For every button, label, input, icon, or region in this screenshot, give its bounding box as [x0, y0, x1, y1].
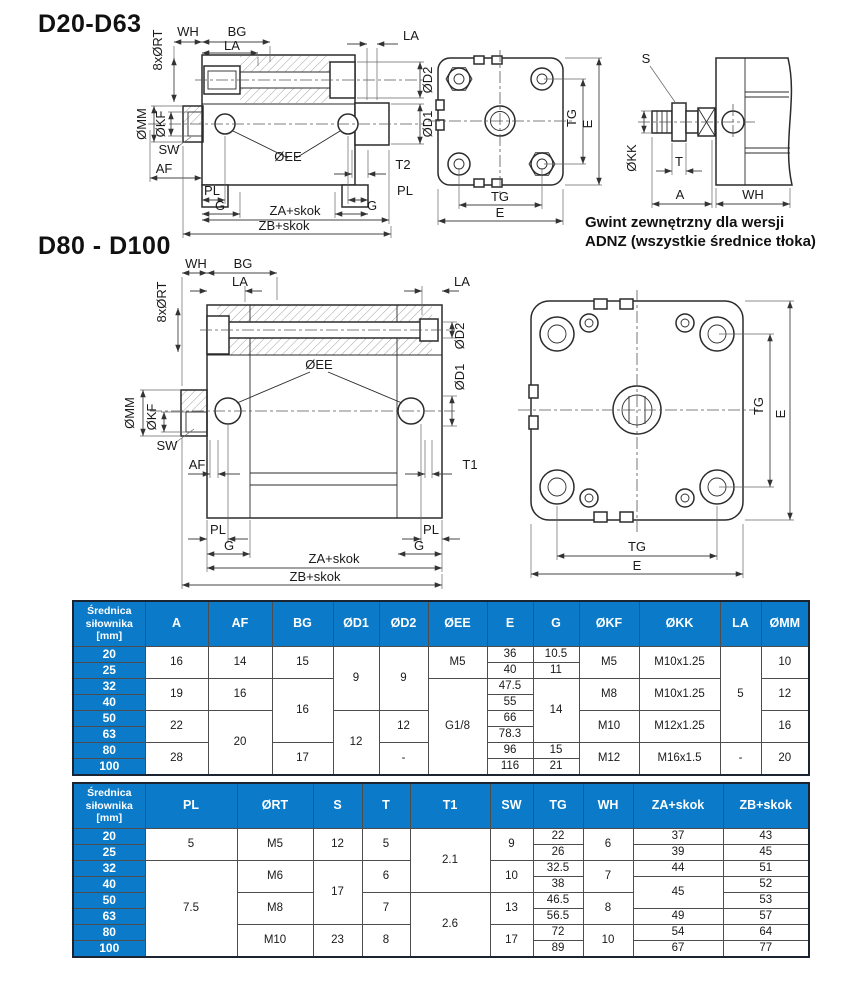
dim-d1-d80: [442, 364, 467, 426]
dim-label-za: ZA+skok: [308, 551, 360, 566]
cell: 46.5: [533, 893, 583, 909]
dim-tg-bottom-d80: [557, 506, 717, 560]
col-header-bg: BG: [272, 601, 333, 647]
dim-label-d2: ØD2: [452, 322, 467, 350]
cell: 16: [208, 679, 272, 711]
cell: 56.5: [533, 909, 583, 925]
dim-label-pl: PL: [204, 183, 220, 198]
cell: M12x1.25: [639, 711, 720, 743]
cell: 10: [490, 861, 533, 893]
dim-label-d2: ØD2: [420, 66, 435, 94]
col-header-sw: SW: [490, 783, 533, 829]
row-header: 80: [73, 743, 145, 759]
cell: M6: [237, 861, 313, 893]
cell: 77: [723, 941, 809, 958]
dim-label-t2: T2: [395, 157, 411, 172]
cell: 12: [333, 711, 379, 776]
dim-wh-d80: [182, 256, 207, 386]
dim-label-af: AF: [188, 457, 206, 472]
cell: M10x1.25: [639, 679, 720, 711]
col-header-za: ZA+skok: [633, 783, 723, 829]
adnz-caption-line1: Gwint zewnętrzny dla wersji: [585, 214, 785, 231]
cell: 7.5: [145, 861, 237, 958]
cell: 15: [533, 743, 579, 759]
dim-kf-d80: [144, 404, 186, 432]
dim-sw-d80: [157, 429, 194, 453]
table2-header-row: [73, 783, 809, 829]
cell: 5: [362, 829, 410, 861]
col-header-pl: PL: [145, 783, 237, 829]
cell: 2.1: [410, 829, 490, 893]
row-header: 40: [73, 877, 145, 893]
cell: 38: [533, 877, 583, 893]
cell: 78.3: [487, 727, 533, 743]
table1-row-32: [73, 679, 809, 695]
dim-label-mm: ØMM: [122, 397, 137, 429]
dim-zb-d80: [182, 438, 442, 589]
dim-label-la: LA: [224, 38, 240, 53]
dim-af-d80: [188, 440, 240, 478]
cell: 9: [490, 829, 533, 861]
table2-row-20: [73, 829, 809, 845]
col-header-la: LA: [720, 601, 761, 647]
cell: 10.5: [533, 647, 579, 663]
cell: 53: [723, 893, 809, 909]
dim-za-d80: [207, 520, 442, 572]
cell: 22: [145, 711, 208, 743]
cell: 9: [379, 647, 428, 711]
dim-tg-right-d80: [719, 334, 774, 487]
dim-pl-right-d80: [402, 424, 460, 543]
dim-d2-d80: [442, 322, 467, 349]
dim-label-zb: ZB+skok: [289, 569, 341, 584]
col-header-kf: ØKF: [579, 601, 639, 647]
cell: 72: [533, 925, 583, 941]
dim-label-8xort: 8xØRT: [150, 29, 165, 71]
col-header-t: T: [362, 783, 410, 829]
cell: M8: [579, 679, 639, 711]
dim-la-right: [347, 28, 419, 100]
col-header-d1: ØD1: [333, 601, 379, 647]
col-header-mm: ØMM: [761, 601, 809, 647]
dim-label-sw: SW: [156, 438, 178, 453]
cell: 6: [583, 829, 633, 861]
dim-label-af: AF: [155, 161, 173, 176]
cell: 7: [583, 861, 633, 893]
cell: -: [379, 743, 428, 776]
cell: 20: [761, 743, 809, 776]
dim-label-kf: ØKF: [153, 110, 168, 138]
table1-row-20: [73, 647, 809, 663]
cell: M10: [237, 925, 313, 958]
dim-label-a: A: [675, 187, 685, 202]
dim-label-e: E: [773, 409, 788, 419]
cell: 21: [533, 759, 579, 776]
cell: 52: [723, 877, 809, 893]
dim-a: [652, 137, 712, 208]
row-header: 25: [73, 845, 145, 861]
row-header: 20: [73, 829, 145, 845]
col-header-wh: WH: [583, 783, 633, 829]
cell: 16: [761, 711, 809, 743]
cell: 51: [723, 861, 809, 877]
cell: 8: [583, 893, 633, 925]
row-header: 50: [73, 893, 145, 909]
cell: 14: [208, 647, 272, 679]
cell: 15: [272, 647, 333, 679]
cell: 32.5: [533, 861, 583, 877]
dim-t2: [334, 150, 411, 178]
dim-8xort-d80: [154, 281, 178, 352]
row-header: 32: [73, 861, 145, 877]
row-header: 32: [73, 679, 145, 695]
cell: 39: [633, 845, 723, 861]
col-header-g: G: [533, 601, 579, 647]
cell: 64: [723, 925, 809, 941]
cell: 16: [272, 679, 333, 743]
dim-label-e: E: [632, 558, 642, 573]
row-header: 25: [73, 663, 145, 679]
cell: M12: [579, 743, 639, 776]
cell: -: [720, 743, 761, 776]
cell: 96: [487, 743, 533, 759]
adnz-caption: [585, 214, 853, 252]
section-title-d80-d100: D80 - D100: [38, 232, 171, 260]
cell: 5: [720, 647, 761, 743]
dim-label-tg: TG: [627, 539, 647, 554]
cell: 12: [313, 829, 362, 861]
dim-tg-bottom: [459, 168, 542, 209]
dim-label-pl: PL: [210, 522, 226, 537]
cell: 10: [761, 647, 809, 679]
dim-8xort: [150, 29, 174, 102]
dim-wh: [174, 24, 202, 62]
col-header-tg: TG: [533, 783, 583, 829]
dim-label-e: E: [495, 205, 505, 220]
dim-label-la: LA: [403, 28, 419, 43]
col-header-diameter: Średnica siłownika [mm]: [73, 601, 145, 647]
cell: 44: [633, 861, 723, 877]
dim-label-g: G: [366, 198, 378, 213]
cell: M16x1.5: [639, 743, 720, 776]
dim-label-pl: PL: [423, 522, 439, 537]
dim-t: [656, 143, 702, 175]
dim-label-wh: WH: [742, 187, 764, 202]
cell: 57: [723, 909, 809, 925]
dim-label-tg: TG: [751, 396, 766, 416]
cell: M8: [237, 893, 313, 925]
cell: 9: [333, 647, 379, 711]
cell: 20: [208, 711, 272, 776]
cell: 23: [313, 925, 362, 958]
cell: 16: [145, 647, 208, 679]
dim-label-wh: WH: [185, 256, 207, 271]
dim-label-tg: TG: [564, 108, 579, 128]
cell: G1/8: [428, 679, 487, 776]
cell: 26: [533, 845, 583, 861]
dim-label-wh: WH: [177, 24, 199, 39]
cell: 43: [723, 829, 809, 845]
dim-label-t1: T1: [462, 457, 478, 472]
cell: 8: [362, 925, 410, 958]
col-header-kk: ØKK: [639, 601, 720, 647]
dim-label-ee: ØEE: [274, 149, 302, 164]
dim-label-tg: TG: [490, 189, 510, 204]
dim-la-left-d80: [190, 274, 262, 302]
cell: 45: [723, 845, 809, 861]
dim-label-bg: BG: [233, 256, 253, 271]
dimensions-table-2: [72, 782, 810, 958]
cell: 17: [313, 861, 362, 925]
col-header-ee: ØEE: [428, 601, 487, 647]
cell: 7: [362, 893, 410, 925]
cell: 55: [487, 695, 533, 711]
cell: 47.5: [487, 679, 533, 695]
cell: 66: [487, 711, 533, 727]
dim-label-la: LA: [232, 274, 248, 289]
row-header: 100: [73, 941, 145, 958]
dim-label-e: E: [580, 119, 595, 129]
d20-cross-section: [134, 24, 435, 238]
dim-label-mm: ØMM: [134, 108, 149, 140]
cell: M10x1.25: [639, 647, 720, 679]
dim-label-s: S: [641, 51, 651, 66]
cell: 19: [145, 679, 208, 711]
dim-label-8xort: 8xØRT: [154, 281, 169, 323]
d80-cross-section: [122, 256, 478, 589]
row-header: 63: [73, 909, 145, 925]
cell: 10: [583, 925, 633, 958]
cell: 28: [145, 743, 208, 776]
dim-label-sw: SW: [158, 142, 180, 157]
cell: 13: [490, 893, 533, 925]
dim-label-bg: BG: [227, 24, 247, 39]
cell: 116: [487, 759, 533, 776]
section-title-d20-d63: D20-D63: [38, 10, 142, 38]
col-header-rt: ØRT: [237, 783, 313, 829]
cell: M10: [579, 711, 639, 743]
cell: 2.6: [410, 893, 490, 958]
row-header: 20: [73, 647, 145, 663]
cell: 36: [487, 647, 533, 663]
dim-label-zb: ZB+skok: [258, 218, 310, 233]
cell: 67: [633, 941, 723, 958]
col-header-af: AF: [208, 601, 272, 647]
adnz-thread-detail: [624, 51, 792, 208]
cell: M5: [428, 647, 487, 679]
dim-label-kk: ØKK: [624, 144, 639, 172]
col-header-d2: ØD2: [379, 601, 428, 647]
cell: 40: [487, 663, 533, 679]
dim-label-g: G: [214, 198, 226, 213]
row-header: 63: [73, 727, 145, 743]
d20-end-view: [428, 50, 602, 225]
dim-g-right-d80: [398, 538, 442, 554]
cell: 14: [533, 679, 579, 743]
cell: 22: [533, 829, 583, 845]
dim-label-d1: ØD1: [420, 110, 435, 138]
dim-d1: [391, 104, 435, 144]
dim-wh-adnz: [716, 187, 790, 208]
dim-label-kf: ØKF: [144, 403, 159, 431]
cell: 6: [362, 861, 410, 893]
dim-label-la: LA: [454, 274, 470, 289]
cell: 89: [533, 941, 583, 958]
col-header-s: S: [313, 783, 362, 829]
cell: 11: [533, 663, 579, 679]
cell: 5: [145, 829, 237, 861]
cell: 12: [379, 711, 428, 743]
cell: M5: [237, 829, 313, 861]
cell: 17: [490, 925, 533, 958]
row-header: 50: [73, 711, 145, 727]
dim-label-pl: PL: [397, 183, 413, 198]
dim-label-ee: ØEE: [305, 357, 333, 372]
dim-label-g: G: [413, 538, 425, 553]
dim-label-za: ZA+skok: [269, 203, 321, 218]
cell: 45: [633, 877, 723, 909]
dimensions-table-1: [72, 600, 810, 776]
d80-end-view: [518, 290, 794, 578]
dim-sw: [159, 137, 191, 157]
dim-s: [642, 51, 675, 102]
col-header-t1: T1: [410, 783, 490, 829]
row-header: 40: [73, 695, 145, 711]
dim-label-t: T: [675, 154, 683, 169]
row-header: 100: [73, 759, 145, 776]
cell: 37: [633, 829, 723, 845]
adnz-caption-line2: ADNZ (wszystkie średnice tłoka): [585, 232, 816, 250]
table1-header-row: [73, 601, 809, 647]
dim-label-g: G: [223, 538, 235, 553]
cell: 12: [761, 679, 809, 711]
col-header-zb: ZB+skok: [723, 783, 809, 829]
dim-label-d1: ØD1: [452, 363, 467, 391]
cell: M5: [579, 647, 639, 679]
col-header-e: E: [487, 601, 533, 647]
col-header-a: A: [145, 601, 208, 647]
col-header-diameter: Średnica siłownika [mm]: [73, 783, 145, 829]
row-header: 80: [73, 925, 145, 941]
cell: 54: [633, 925, 723, 941]
dim-kk: [624, 111, 652, 172]
cell: 49: [633, 909, 723, 925]
cell: 17: [272, 743, 333, 776]
